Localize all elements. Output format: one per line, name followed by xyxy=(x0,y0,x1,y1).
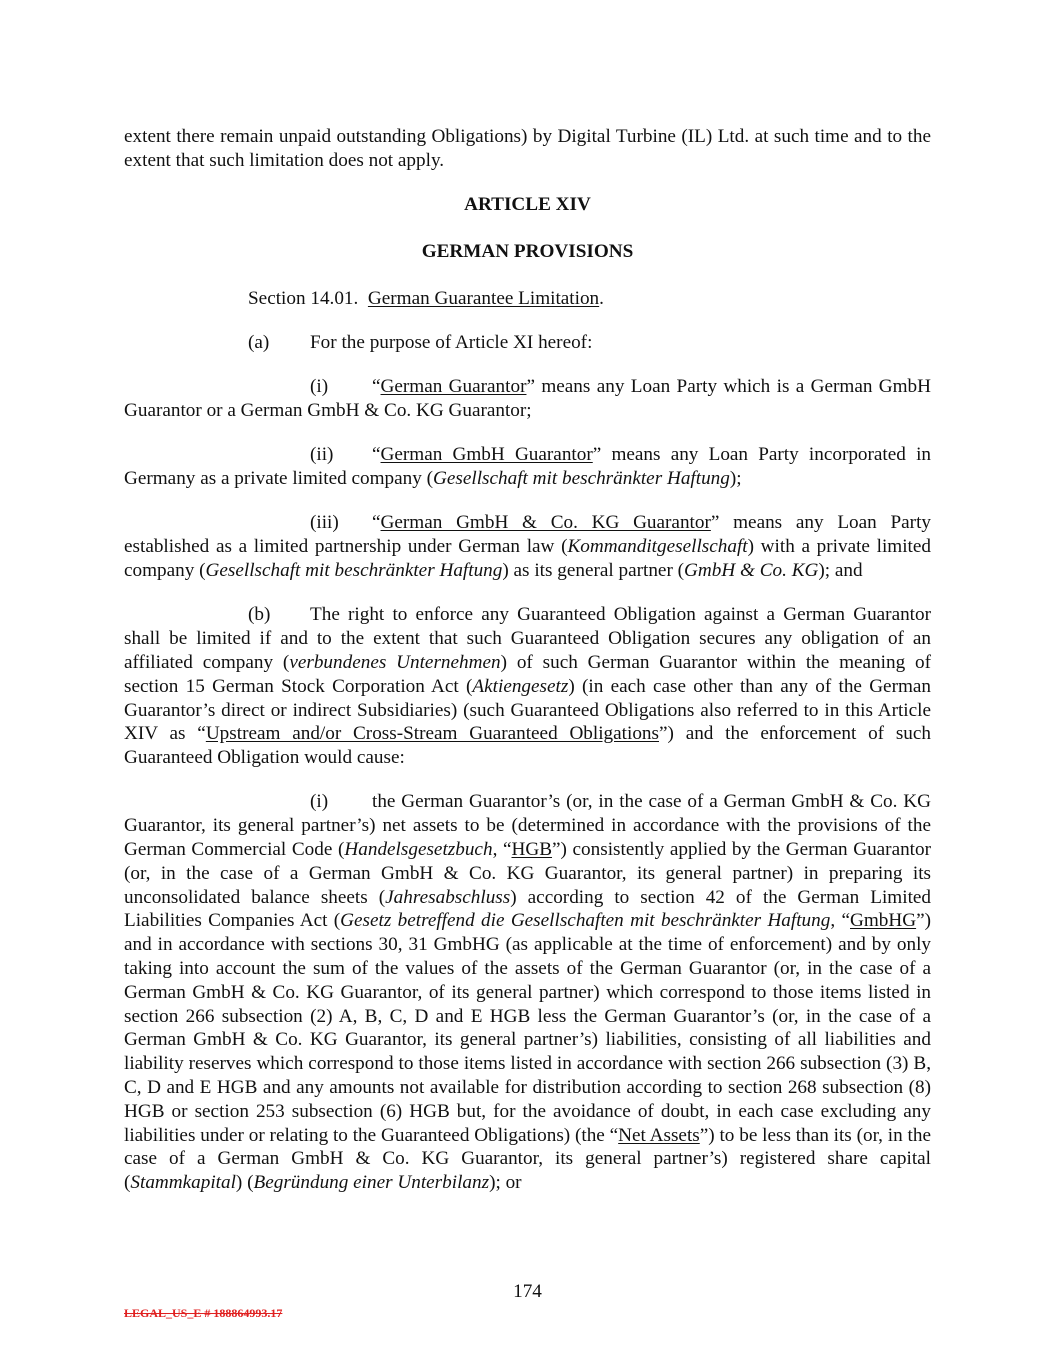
paragraph-b-label: (b) xyxy=(248,604,271,626)
definition-ii: (ii) “German GmbH Guarantor” means any Loan Party incorporated in Germany as a private limited company (Gesellschaft mit beschränkter Haftung); xyxy=(124,444,931,490)
paragraph-b-i-text: the German Guarantor’s (or, in the case of a German GmbH & Co. KG Guarantor, its general partner’s) net assets to be (determined in accordance with the provisions of the German Commercial Code ( xyxy=(124,791,931,861)
definition-i-label: (i) xyxy=(310,376,329,398)
defined-term-german-gmbh-guarantor: German GmbH Guarantor xyxy=(380,444,593,466)
german-term: Kommanditgesellschaft xyxy=(567,536,748,558)
definition-ii-label: (ii) xyxy=(310,444,334,466)
paragraph-a-label: (a) xyxy=(248,331,270,353)
defined-term-gmbhg: GmbHG xyxy=(850,910,917,932)
paragraph-b-i-text: , “ xyxy=(830,910,850,932)
paragraph-b-i-text: ) ( xyxy=(235,1172,254,1194)
definition-ii-text: means any Loan Party incorporated in Germany as a private limited company ( xyxy=(124,444,931,490)
defined-term-upstream-obligations: Upstream and/or Cross-Stream Guaranteed Obligations xyxy=(205,723,659,745)
german-term: Handelsgesetzbuch xyxy=(344,839,493,861)
section-prefix: Section 14.01. xyxy=(248,287,359,309)
paragraph-b-i-text: ); or xyxy=(489,1172,522,1194)
paragraph-b-i-label: (i) xyxy=(310,791,329,813)
paragraph-b-i-text: ”) and in accordance with sections 30, 31 GmbHG (as applicable at the time of enforcement) and by only taking into account the sum of the values of the assets of the German Guarantor (or, in the case of a German GmbH & Co. KG Guarantor, of its general partner) which correspond to those items listed in section 266 subsection (2) A, B, C, D and E HGB less the German Guarantor’s (or, in the case of a German GmbH & Co. KG Guarantor, its general partner’s) liabilities, consisting of all liabilities and liability reserves which correspond to those items listed in accordance with section 266 subsection (3) B, C, D and E HGB and any amounts not available for distribution according to section 268 subsection (8) HGB or section 253 subsection (6) HGB but, for the avoidance of doubt, in each case excluding any liabilities under or relating to the Guaranteed Obligations) (the “ xyxy=(124,910,931,1146)
definition-iii-text: ) with a private limited company ( xyxy=(124,536,931,582)
defined-term-hgb: HGB xyxy=(511,839,553,861)
article-number: ARTICLE XIV xyxy=(464,194,591,216)
definition-iii-label: (iii) xyxy=(310,512,339,534)
paragraph-b-i-text: ”) to be less than its (or, in the case of a German GmbH & Co. KG Guarantor, its general partner’s) registered share capital ( xyxy=(124,1124,931,1194)
article-title: GERMAN PROVISIONS xyxy=(421,240,634,262)
paragraph-b-text: ) (in each case other than any of the German Guarantor’s direct or indirect Subsidiaries) (such Guaranteed Obligations also referred to in this Article XIV as “ xyxy=(124,675,931,745)
german-term: Begründung einer Unterbilanz xyxy=(253,1172,490,1194)
defined-term-german-kg-guarantor: German GmbH & Co. KG Guarantor xyxy=(380,512,711,534)
german-term: Aktiengesetz xyxy=(472,675,569,697)
german-term: verbundenes Unternehmen xyxy=(289,651,501,673)
defined-term-german-guarantor: German Guarantor xyxy=(380,376,527,398)
definition-iii-text: ); and xyxy=(818,560,863,582)
paragraph-b xyxy=(124,603,931,770)
definition-iii: (iii) “German GmbH & Co. KG Guarantor” means any Loan Party established as a limited partnership under German law (Kommanditgesellschaft) with a private limited company (Gesellschaft mit beschränkter Haftung) as its general partner (GmbH & Co. KG); and xyxy=(124,512,931,582)
definition-iii-text: means any Loan Party established as a limited partnership under German law ( xyxy=(124,512,931,558)
german-term: Jahresabschluss xyxy=(385,886,511,908)
german-term: Stammkapital xyxy=(130,1172,236,1194)
definition-i: (i) “German Guarantor” means any Loan Party which is a German GmbH Guarantor or a German GmbH & Co. KG Guarantor; xyxy=(124,376,932,422)
definition-i-text: means any Loan Party which is a German GmbH Guarantor or a German GmbH & Co. KG Guarantor; xyxy=(124,376,932,422)
paragraph-b-i-text: ) according to section 42 of the German Limited Liabilities Companies Act ( xyxy=(124,886,932,932)
german-term: GmbH & Co. KG xyxy=(684,560,819,582)
section-heading xyxy=(124,287,931,311)
german-term: Gesellschaft mit beschränkter Haftung xyxy=(433,468,730,490)
intro-paragraph: extent there remain unpaid outstanding Obligations) by Digital Turbine (IL) Ltd. at such time and to the extent that such limitation does not apply. xyxy=(124,126,931,171)
german-term: Gesellschaft mit beschränkter Haftung xyxy=(205,560,503,582)
paragraph-b-i xyxy=(124,790,931,1195)
page-number: 174 xyxy=(513,1281,542,1302)
document-page xyxy=(124,125,931,1215)
defined-term-net-assets: Net Assets xyxy=(618,1124,700,1146)
section-suffix: . xyxy=(599,287,604,309)
definition-iii-text: ) as its general partner ( xyxy=(502,560,685,582)
paragraph-b-i-text: ”) consistently applied by the German Guarantor (or, in the case of a German GmbH & Co. KG Guarantor, its general partner) in preparing its unconsolidated balance sheets ( xyxy=(124,839,931,908)
section-title: German Guarantee Limitation xyxy=(367,287,600,309)
paragraph-b-text: The right to enforce any Guaranteed Obligation against a German Guarantor shall be limited if and to the extent that such Guaranteed Obligation secures any obligation of an affiliated company ( xyxy=(124,604,931,673)
document-footer-id: LEGAL_US_E # 188864993.17 xyxy=(124,1306,283,1320)
german-term: Gesetz betreffend die Gesellschaften mit beschränkter Haftung xyxy=(340,910,831,932)
definition-ii-text: ); xyxy=(729,468,742,490)
paragraph-a xyxy=(124,331,931,355)
paragraph-b-text: ) of such German Guarantor within the meaning of section 15 German Stock Corporation Act ( xyxy=(124,651,932,697)
paragraph-a-text: For the purpose of Article XI hereof: xyxy=(310,331,593,353)
paragraph-b-text: ”) and the enforcement of such Guaranteed Obligation would cause: xyxy=(124,723,931,769)
paragraph-b-i-text: , “ xyxy=(492,839,512,861)
